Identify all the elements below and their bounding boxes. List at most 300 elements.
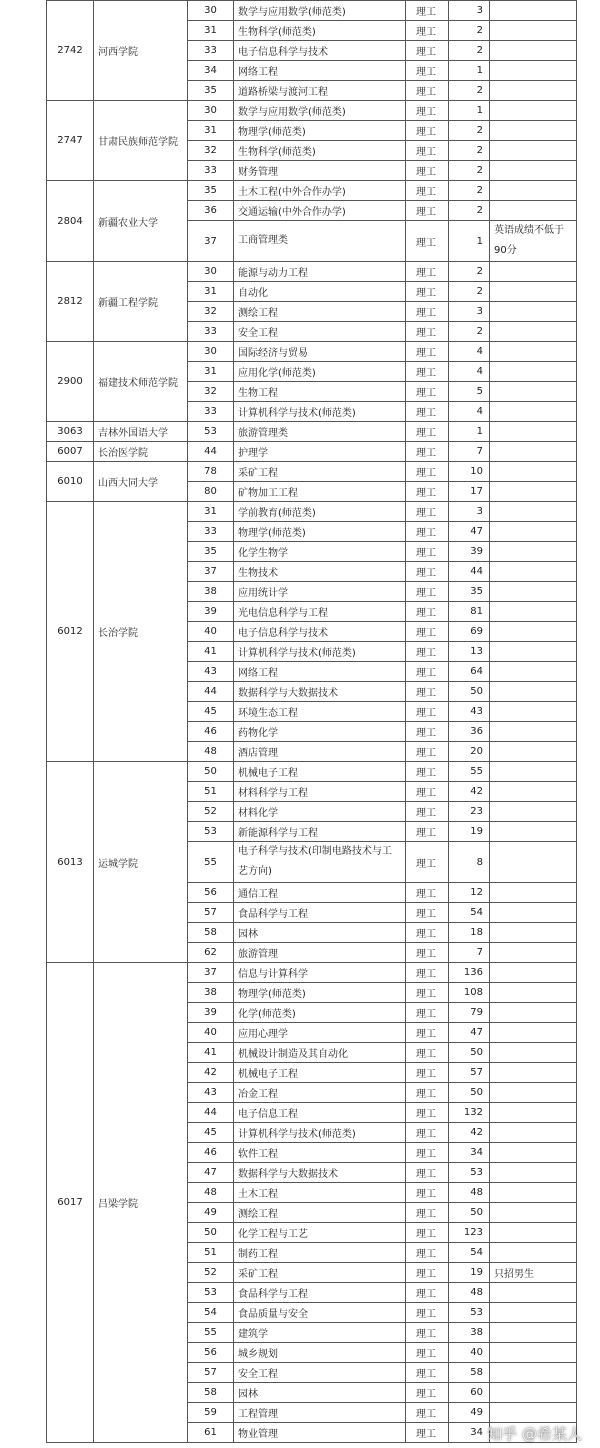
major-name: 药物化学 xyxy=(234,722,406,742)
major-name: 城乡规划 xyxy=(234,1343,406,1363)
major-code: 57 xyxy=(188,903,234,923)
subject-category: 理工 xyxy=(406,722,449,742)
plan-count: 81 xyxy=(449,602,490,622)
remarks xyxy=(490,883,577,903)
plan-count: 44 xyxy=(449,562,490,582)
major-name: 化学工程与工艺 xyxy=(234,1223,406,1243)
major-name: 应用化学(师范类) xyxy=(234,362,406,382)
remarks xyxy=(490,382,577,402)
major-code: 56 xyxy=(188,883,234,903)
subject-category: 理工 xyxy=(406,1243,449,1263)
major-code: 50 xyxy=(188,762,234,782)
major-name: 测绘工程 xyxy=(234,302,406,322)
major-code: 59 xyxy=(188,1403,234,1423)
remarks xyxy=(490,1223,577,1243)
major-name: 制药工程 xyxy=(234,1243,406,1263)
institution-code: 2742 xyxy=(47,1,94,101)
plan-count: 2 xyxy=(449,322,490,342)
institution-code: 6017 xyxy=(47,963,94,1443)
subject-category: 理工 xyxy=(406,221,449,262)
subject-category: 理工 xyxy=(406,362,449,382)
major-name: 园林 xyxy=(234,923,406,943)
plan-count: 36 xyxy=(449,722,490,742)
plan-count: 35 xyxy=(449,582,490,602)
plan-count: 132 xyxy=(449,1103,490,1123)
subject-category: 理工 xyxy=(406,822,449,842)
remarks xyxy=(490,1243,577,1263)
subject-category: 理工 xyxy=(406,462,449,482)
major-name: 学前教育(师范类) xyxy=(234,502,406,522)
table-row xyxy=(47,181,577,201)
major-name: 生物科学(师范类) xyxy=(234,141,406,161)
remarks xyxy=(490,61,577,81)
major-code: 56 xyxy=(188,1343,234,1363)
plan-count: 42 xyxy=(449,782,490,802)
plan-count: 50 xyxy=(449,1043,490,1063)
plan-count: 18 xyxy=(449,923,490,943)
institution-code: 6007 xyxy=(47,442,94,462)
remarks xyxy=(490,622,577,642)
major-code: 30 xyxy=(188,1,234,21)
plan-count: 4 xyxy=(449,402,490,422)
subject-category: 理工 xyxy=(406,101,449,121)
remarks xyxy=(490,402,577,422)
remarks xyxy=(490,1283,577,1303)
subject-category: 理工 xyxy=(406,642,449,662)
major-code: 55 xyxy=(188,1323,234,1343)
subject-category: 理工 xyxy=(406,61,449,81)
remarks xyxy=(490,1,577,21)
major-name: 环境生态工程 xyxy=(234,702,406,722)
remarks xyxy=(490,502,577,522)
subject-category: 理工 xyxy=(406,903,449,923)
major-name: 物理学(师范类) xyxy=(234,121,406,141)
major-code: 32 xyxy=(188,382,234,402)
major-name: 工商管理类 xyxy=(234,221,406,262)
plan-count: 17 xyxy=(449,482,490,502)
remarks xyxy=(490,682,577,702)
remarks xyxy=(490,742,577,762)
remarks xyxy=(490,943,577,963)
table-row xyxy=(47,422,577,442)
major-name: 测绘工程 xyxy=(234,1203,406,1223)
remarks xyxy=(490,342,577,362)
subject-category: 理工 xyxy=(406,1403,449,1423)
subject-category: 理工 xyxy=(406,382,449,402)
remarks: 英语成绩不低于90分 xyxy=(490,221,577,262)
remarks xyxy=(490,802,577,822)
subject-category: 理工 xyxy=(406,342,449,362)
remarks xyxy=(490,842,577,883)
major-code: 30 xyxy=(188,101,234,121)
major-code: 39 xyxy=(188,1003,234,1023)
remarks: 只招男生 xyxy=(490,1263,577,1283)
major-code: 30 xyxy=(188,262,234,282)
major-code: 51 xyxy=(188,1243,234,1263)
major-code: 33 xyxy=(188,322,234,342)
subject-category: 理工 xyxy=(406,302,449,322)
major-code: 33 xyxy=(188,522,234,542)
plan-count: 136 xyxy=(449,963,490,983)
major-code: 44 xyxy=(188,682,234,702)
subject-category: 理工 xyxy=(406,582,449,602)
plan-count: 2 xyxy=(449,121,490,141)
subject-category: 理工 xyxy=(406,562,449,582)
plan-count: 64 xyxy=(449,662,490,682)
major-code: 43 xyxy=(188,1083,234,1103)
major-code: 37 xyxy=(188,221,234,262)
subject-category: 理工 xyxy=(406,262,449,282)
plan-count: 4 xyxy=(449,362,490,382)
remarks xyxy=(490,762,577,782)
plan-count: 19 xyxy=(449,1263,490,1283)
subject-category: 理工 xyxy=(406,1343,449,1363)
remarks xyxy=(490,983,577,1003)
plan-count: 1 xyxy=(449,221,490,262)
plan-count: 7 xyxy=(449,943,490,963)
plan-count: 50 xyxy=(449,682,490,702)
major-code: 33 xyxy=(188,402,234,422)
plan-count: 48 xyxy=(449,1183,490,1203)
subject-category: 理工 xyxy=(406,422,449,442)
major-code: 58 xyxy=(188,1383,234,1403)
subject-category: 理工 xyxy=(406,602,449,622)
subject-category: 理工 xyxy=(406,662,449,682)
plan-count: 1 xyxy=(449,61,490,81)
major-code: 50 xyxy=(188,1223,234,1243)
institution-name: 福建技术师范学院 xyxy=(94,342,188,422)
plan-count: 7 xyxy=(449,442,490,462)
plan-count: 43 xyxy=(449,702,490,722)
major-name: 采矿工程 xyxy=(234,1263,406,1283)
subject-category: 理工 xyxy=(406,322,449,342)
major-name: 数据科学与大数据技术 xyxy=(234,1163,406,1183)
table-row xyxy=(47,262,577,282)
remarks xyxy=(490,1003,577,1023)
major-name: 土木工程 xyxy=(234,1183,406,1203)
plan-count: 3 xyxy=(449,1,490,21)
remarks xyxy=(490,1063,577,1083)
major-name: 旅游管理类 xyxy=(234,422,406,442)
subject-category: 理工 xyxy=(406,1123,449,1143)
subject-category: 理工 xyxy=(406,1023,449,1043)
remarks xyxy=(490,1123,577,1143)
institution-code: 6012 xyxy=(47,502,94,762)
plan-count: 12 xyxy=(449,883,490,903)
subject-category: 理工 xyxy=(406,402,449,422)
major-name: 生物工程 xyxy=(234,382,406,402)
major-code: 49 xyxy=(188,1203,234,1223)
subject-category: 理工 xyxy=(406,1063,449,1083)
subject-category: 理工 xyxy=(406,762,449,782)
major-name: 电子科学与技术(印制电路技术与工艺方向) xyxy=(234,842,406,883)
institution-name: 吕梁学院 xyxy=(94,963,188,1443)
major-code: 43 xyxy=(188,662,234,682)
institution-code: 2812 xyxy=(47,262,94,342)
major-code: 53 xyxy=(188,1283,234,1303)
subject-category: 理工 xyxy=(406,1203,449,1223)
major-name: 材料科学与工程 xyxy=(234,782,406,802)
plan-count: 60 xyxy=(449,1383,490,1403)
remarks xyxy=(490,262,577,282)
major-code: 34 xyxy=(188,61,234,81)
plan-count: 123 xyxy=(449,1223,490,1243)
subject-category: 理工 xyxy=(406,983,449,1003)
major-name: 通信工程 xyxy=(234,883,406,903)
plan-count: 79 xyxy=(449,1003,490,1023)
table-row xyxy=(47,963,577,983)
major-name: 数学与应用数学(师范类) xyxy=(234,101,406,121)
remarks xyxy=(490,662,577,682)
major-name: 食品科学与工程 xyxy=(234,903,406,923)
remarks xyxy=(490,542,577,562)
remarks xyxy=(490,422,577,442)
institution-code: 2900 xyxy=(47,342,94,422)
institution-name: 长治医学院 xyxy=(94,442,188,462)
major-code: 45 xyxy=(188,1123,234,1143)
subject-category: 理工 xyxy=(406,1103,449,1123)
plan-count: 49 xyxy=(449,1403,490,1423)
table-row xyxy=(47,1,577,21)
major-code: 39 xyxy=(188,602,234,622)
major-name: 网络工程 xyxy=(234,61,406,81)
plan-count: 2 xyxy=(449,181,490,201)
plan-count: 54 xyxy=(449,1243,490,1263)
subject-category: 理工 xyxy=(406,522,449,542)
remarks xyxy=(490,642,577,662)
plan-count: 20 xyxy=(449,742,490,762)
major-code: 35 xyxy=(188,542,234,562)
plan-count: 108 xyxy=(449,983,490,1003)
plan-count: 34 xyxy=(449,1423,490,1443)
remarks xyxy=(490,161,577,181)
table-row xyxy=(47,462,577,482)
major-name: 化学生物学 xyxy=(234,542,406,562)
remarks xyxy=(490,1043,577,1063)
major-name: 物理学(师范类) xyxy=(234,522,406,542)
subject-category: 理工 xyxy=(406,1,449,21)
plan-count: 13 xyxy=(449,642,490,662)
remarks xyxy=(490,121,577,141)
subject-category: 理工 xyxy=(406,161,449,181)
subject-category: 理工 xyxy=(406,883,449,903)
institution-name: 新疆农业大学 xyxy=(94,181,188,262)
plan-count: 58 xyxy=(449,1363,490,1383)
major-name: 信息与计算科学 xyxy=(234,963,406,983)
remarks xyxy=(490,141,577,161)
major-code: 38 xyxy=(188,582,234,602)
remarks xyxy=(490,1163,577,1183)
subject-category: 理工 xyxy=(406,282,449,302)
subject-category: 理工 xyxy=(406,682,449,702)
remarks xyxy=(490,1203,577,1223)
major-name: 机械设计制造及其自动化 xyxy=(234,1043,406,1063)
remarks xyxy=(490,963,577,983)
subject-category: 理工 xyxy=(406,482,449,502)
institution-code: 2747 xyxy=(47,101,94,181)
major-code: 33 xyxy=(188,161,234,181)
major-code: 48 xyxy=(188,742,234,762)
major-name: 护理学 xyxy=(234,442,406,462)
remarks xyxy=(490,462,577,482)
major-code: 31 xyxy=(188,121,234,141)
plan-count: 2 xyxy=(449,161,490,181)
major-name: 能源与动力工程 xyxy=(234,262,406,282)
major-code: 46 xyxy=(188,722,234,742)
subject-category: 理工 xyxy=(406,542,449,562)
subject-category: 理工 xyxy=(406,141,449,161)
remarks xyxy=(490,562,577,582)
plan-count: 34 xyxy=(449,1143,490,1163)
remarks xyxy=(490,181,577,201)
remarks xyxy=(490,702,577,722)
plan-count: 38 xyxy=(449,1323,490,1343)
major-name: 机械电子工程 xyxy=(234,762,406,782)
major-name: 生物科学(师范类) xyxy=(234,21,406,41)
major-code: 31 xyxy=(188,502,234,522)
remarks xyxy=(490,322,577,342)
subject-category: 理工 xyxy=(406,1183,449,1203)
subject-category: 理工 xyxy=(406,802,449,822)
major-name: 电子信息工程 xyxy=(234,1103,406,1123)
major-name: 计算机科学与技术(师范类) xyxy=(234,402,406,422)
subject-category: 理工 xyxy=(406,702,449,722)
major-code: 53 xyxy=(188,822,234,842)
major-name: 光电信息科学与工程 xyxy=(234,602,406,622)
subject-category: 理工 xyxy=(406,842,449,883)
major-name: 数学与应用数学(师范类) xyxy=(234,1,406,21)
subject-category: 理工 xyxy=(406,1083,449,1103)
major-code: 54 xyxy=(188,1303,234,1323)
major-code: 44 xyxy=(188,1103,234,1123)
institution-name: 长治学院 xyxy=(94,502,188,762)
subject-category: 理工 xyxy=(406,21,449,41)
remarks xyxy=(490,582,577,602)
plan-count: 3 xyxy=(449,502,490,522)
institution-name: 山西大同大学 xyxy=(94,462,188,502)
subject-category: 理工 xyxy=(406,923,449,943)
plan-count: 42 xyxy=(449,1123,490,1143)
plan-count: 39 xyxy=(449,542,490,562)
plan-count: 4 xyxy=(449,342,490,362)
subject-category: 理工 xyxy=(406,1283,449,1303)
major-code: 31 xyxy=(188,282,234,302)
major-name: 国际经济与贸易 xyxy=(234,342,406,362)
plan-count: 3 xyxy=(449,302,490,322)
subject-category: 理工 xyxy=(406,1303,449,1323)
major-code: 44 xyxy=(188,442,234,462)
subject-category: 理工 xyxy=(406,81,449,101)
remarks xyxy=(490,1383,577,1403)
table-row xyxy=(47,101,577,121)
plan-count: 55 xyxy=(449,762,490,782)
plan-count: 48 xyxy=(449,1283,490,1303)
table-row xyxy=(47,502,577,522)
remarks xyxy=(490,1183,577,1203)
major-name: 采矿工程 xyxy=(234,462,406,482)
major-code: 38 xyxy=(188,983,234,1003)
institution-name: 新疆工程学院 xyxy=(94,262,188,342)
major-name: 冶金工程 xyxy=(234,1083,406,1103)
major-code: 33 xyxy=(188,41,234,61)
remarks xyxy=(490,1083,577,1103)
major-code: 58 xyxy=(188,923,234,943)
major-code: 47 xyxy=(188,1163,234,1183)
subject-category: 理工 xyxy=(406,1423,449,1443)
institution-name: 运城学院 xyxy=(94,762,188,963)
zhihu-watermark: 知乎 @希某人 xyxy=(487,1425,582,1443)
remarks xyxy=(490,81,577,101)
major-name: 工程管理 xyxy=(234,1403,406,1423)
plan-count: 47 xyxy=(449,522,490,542)
subject-category: 理工 xyxy=(406,1223,449,1243)
major-code: 53 xyxy=(188,422,234,442)
plan-count: 2 xyxy=(449,262,490,282)
subject-category: 理工 xyxy=(406,963,449,983)
subject-category: 理工 xyxy=(406,1383,449,1403)
plan-count: 69 xyxy=(449,622,490,642)
major-code: 78 xyxy=(188,462,234,482)
remarks xyxy=(490,302,577,322)
remarks xyxy=(490,722,577,742)
subject-category: 理工 xyxy=(406,943,449,963)
remarks xyxy=(490,442,577,462)
plan-count: 54 xyxy=(449,903,490,923)
major-name: 安全工程 xyxy=(234,1363,406,1383)
plan-count: 2 xyxy=(449,41,490,61)
major-code: 31 xyxy=(188,21,234,41)
remarks xyxy=(490,522,577,542)
major-code: 36 xyxy=(188,201,234,221)
plan-count: 2 xyxy=(449,141,490,161)
major-name: 土木工程(中外合作办学) xyxy=(234,181,406,201)
major-code: 41 xyxy=(188,642,234,662)
plan-count: 1 xyxy=(449,422,490,442)
major-code: 40 xyxy=(188,622,234,642)
subject-category: 理工 xyxy=(406,1323,449,1343)
major-code: 40 xyxy=(188,1023,234,1043)
major-name: 物理学(师范类) xyxy=(234,983,406,1003)
major-code: 32 xyxy=(188,141,234,161)
remarks xyxy=(490,482,577,502)
subject-category: 理工 xyxy=(406,1263,449,1283)
subject-category: 理工 xyxy=(406,1143,449,1163)
remarks xyxy=(490,201,577,221)
table-row xyxy=(47,762,577,782)
institution-code: 6010 xyxy=(47,462,94,502)
major-code: 37 xyxy=(188,963,234,983)
major-code: 51 xyxy=(188,782,234,802)
subject-category: 理工 xyxy=(406,1003,449,1023)
plan-count: 10 xyxy=(449,462,490,482)
major-code: 52 xyxy=(188,1263,234,1283)
institution-name: 吉林外国语大学 xyxy=(94,422,188,442)
major-name: 新能源科学与工程 xyxy=(234,822,406,842)
subject-category: 理工 xyxy=(406,121,449,141)
major-code: 61 xyxy=(188,1423,234,1443)
table-row xyxy=(47,442,577,462)
major-code: 35 xyxy=(188,181,234,201)
major-name: 建筑学 xyxy=(234,1323,406,1343)
remarks xyxy=(490,1303,577,1323)
subject-category: 理工 xyxy=(406,742,449,762)
major-code: 42 xyxy=(188,1063,234,1083)
enrollment-plan-table xyxy=(46,0,577,1443)
major-name: 应用统计学 xyxy=(234,582,406,602)
subject-category: 理工 xyxy=(406,181,449,201)
subject-category: 理工 xyxy=(406,502,449,522)
institution-code: 3063 xyxy=(47,422,94,442)
